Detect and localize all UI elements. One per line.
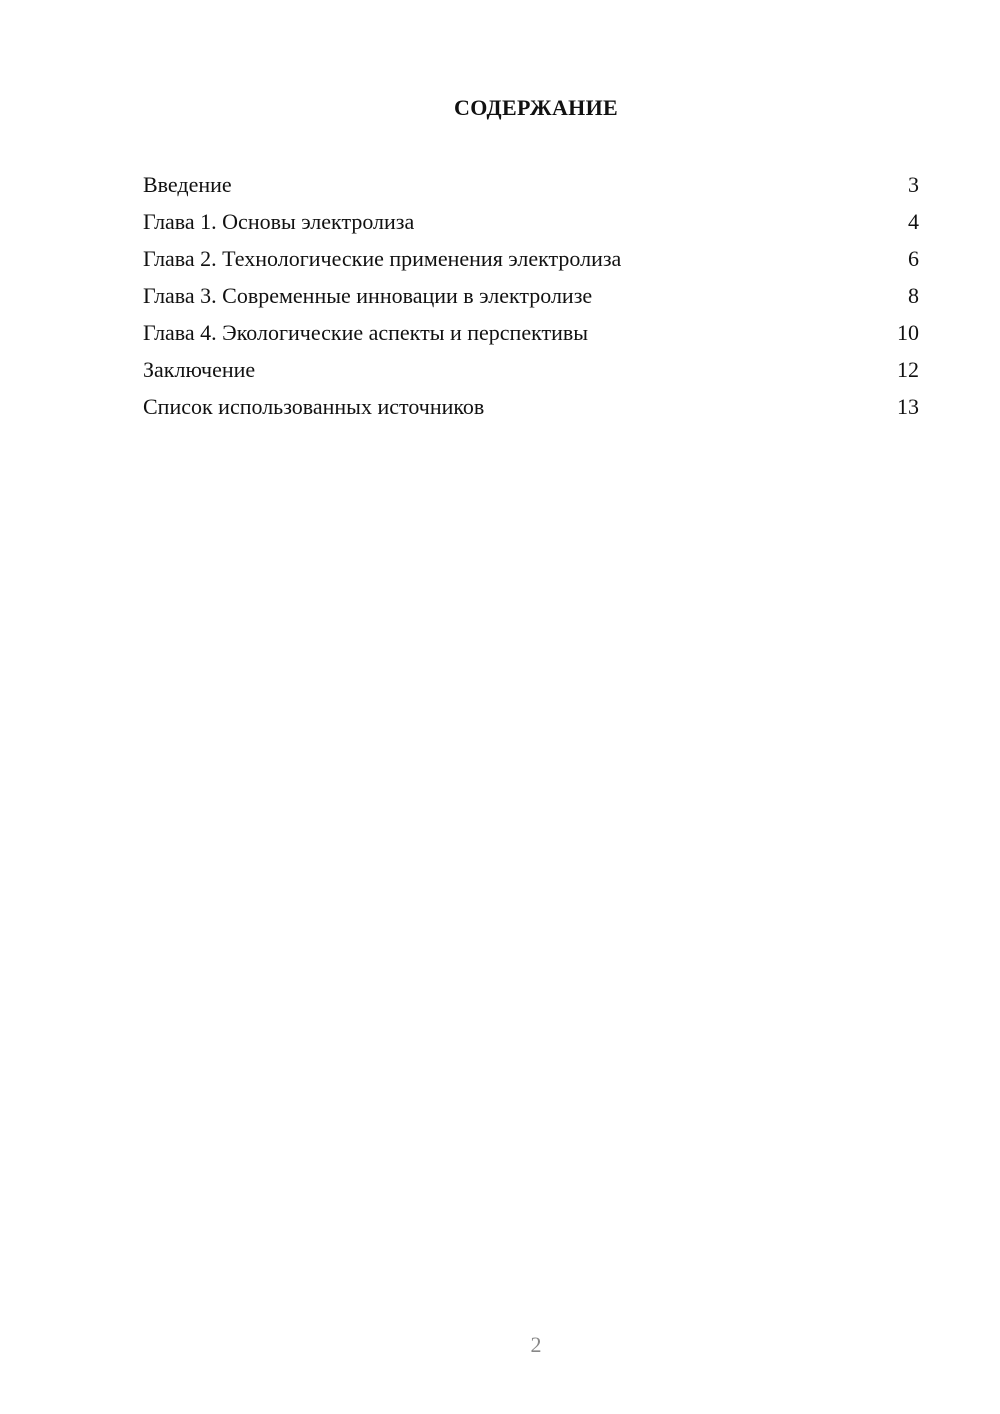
toc-item-label: Глава 3. Современные инновации в электролизе [143, 283, 593, 308]
toc-item-chapter-1 [143, 207, 919, 244]
table-of-contents [143, 170, 919, 429]
toc-item-chapter-4 [143, 318, 919, 355]
toc-item-label: Введение [143, 172, 232, 197]
toc-item-page: 8 [908, 283, 919, 308]
toc-item-label: Заключение [143, 357, 256, 382]
toc-item-label: Глава 1. Основы электролиза [143, 209, 415, 234]
toc-item-page: 12 [897, 357, 919, 382]
toc-title: СОДЕРЖАНИЕ [454, 95, 618, 120]
toc-item-chapter-2 [143, 244, 919, 281]
toc-item-introduction [143, 170, 919, 207]
toc-item-references [143, 392, 919, 429]
toc-item-page: 6 [908, 246, 919, 271]
toc-item-chapter-3 [143, 281, 919, 318]
toc-item-page: 4 [908, 209, 919, 234]
toc-item-conclusion [143, 355, 919, 392]
toc-item-label: Список использованных источников [143, 394, 485, 419]
page-number: 2 [530, 1332, 542, 1357]
toc-item-label: Глава 4. Экологические аспекты и перспективы [143, 320, 589, 345]
toc-item-page: 10 [897, 320, 919, 345]
toc-item-label: Глава 2. Технологические применения электролиза [143, 246, 622, 271]
toc-item-page: 13 [897, 394, 919, 419]
toc-item-page: 3 [908, 172, 919, 197]
